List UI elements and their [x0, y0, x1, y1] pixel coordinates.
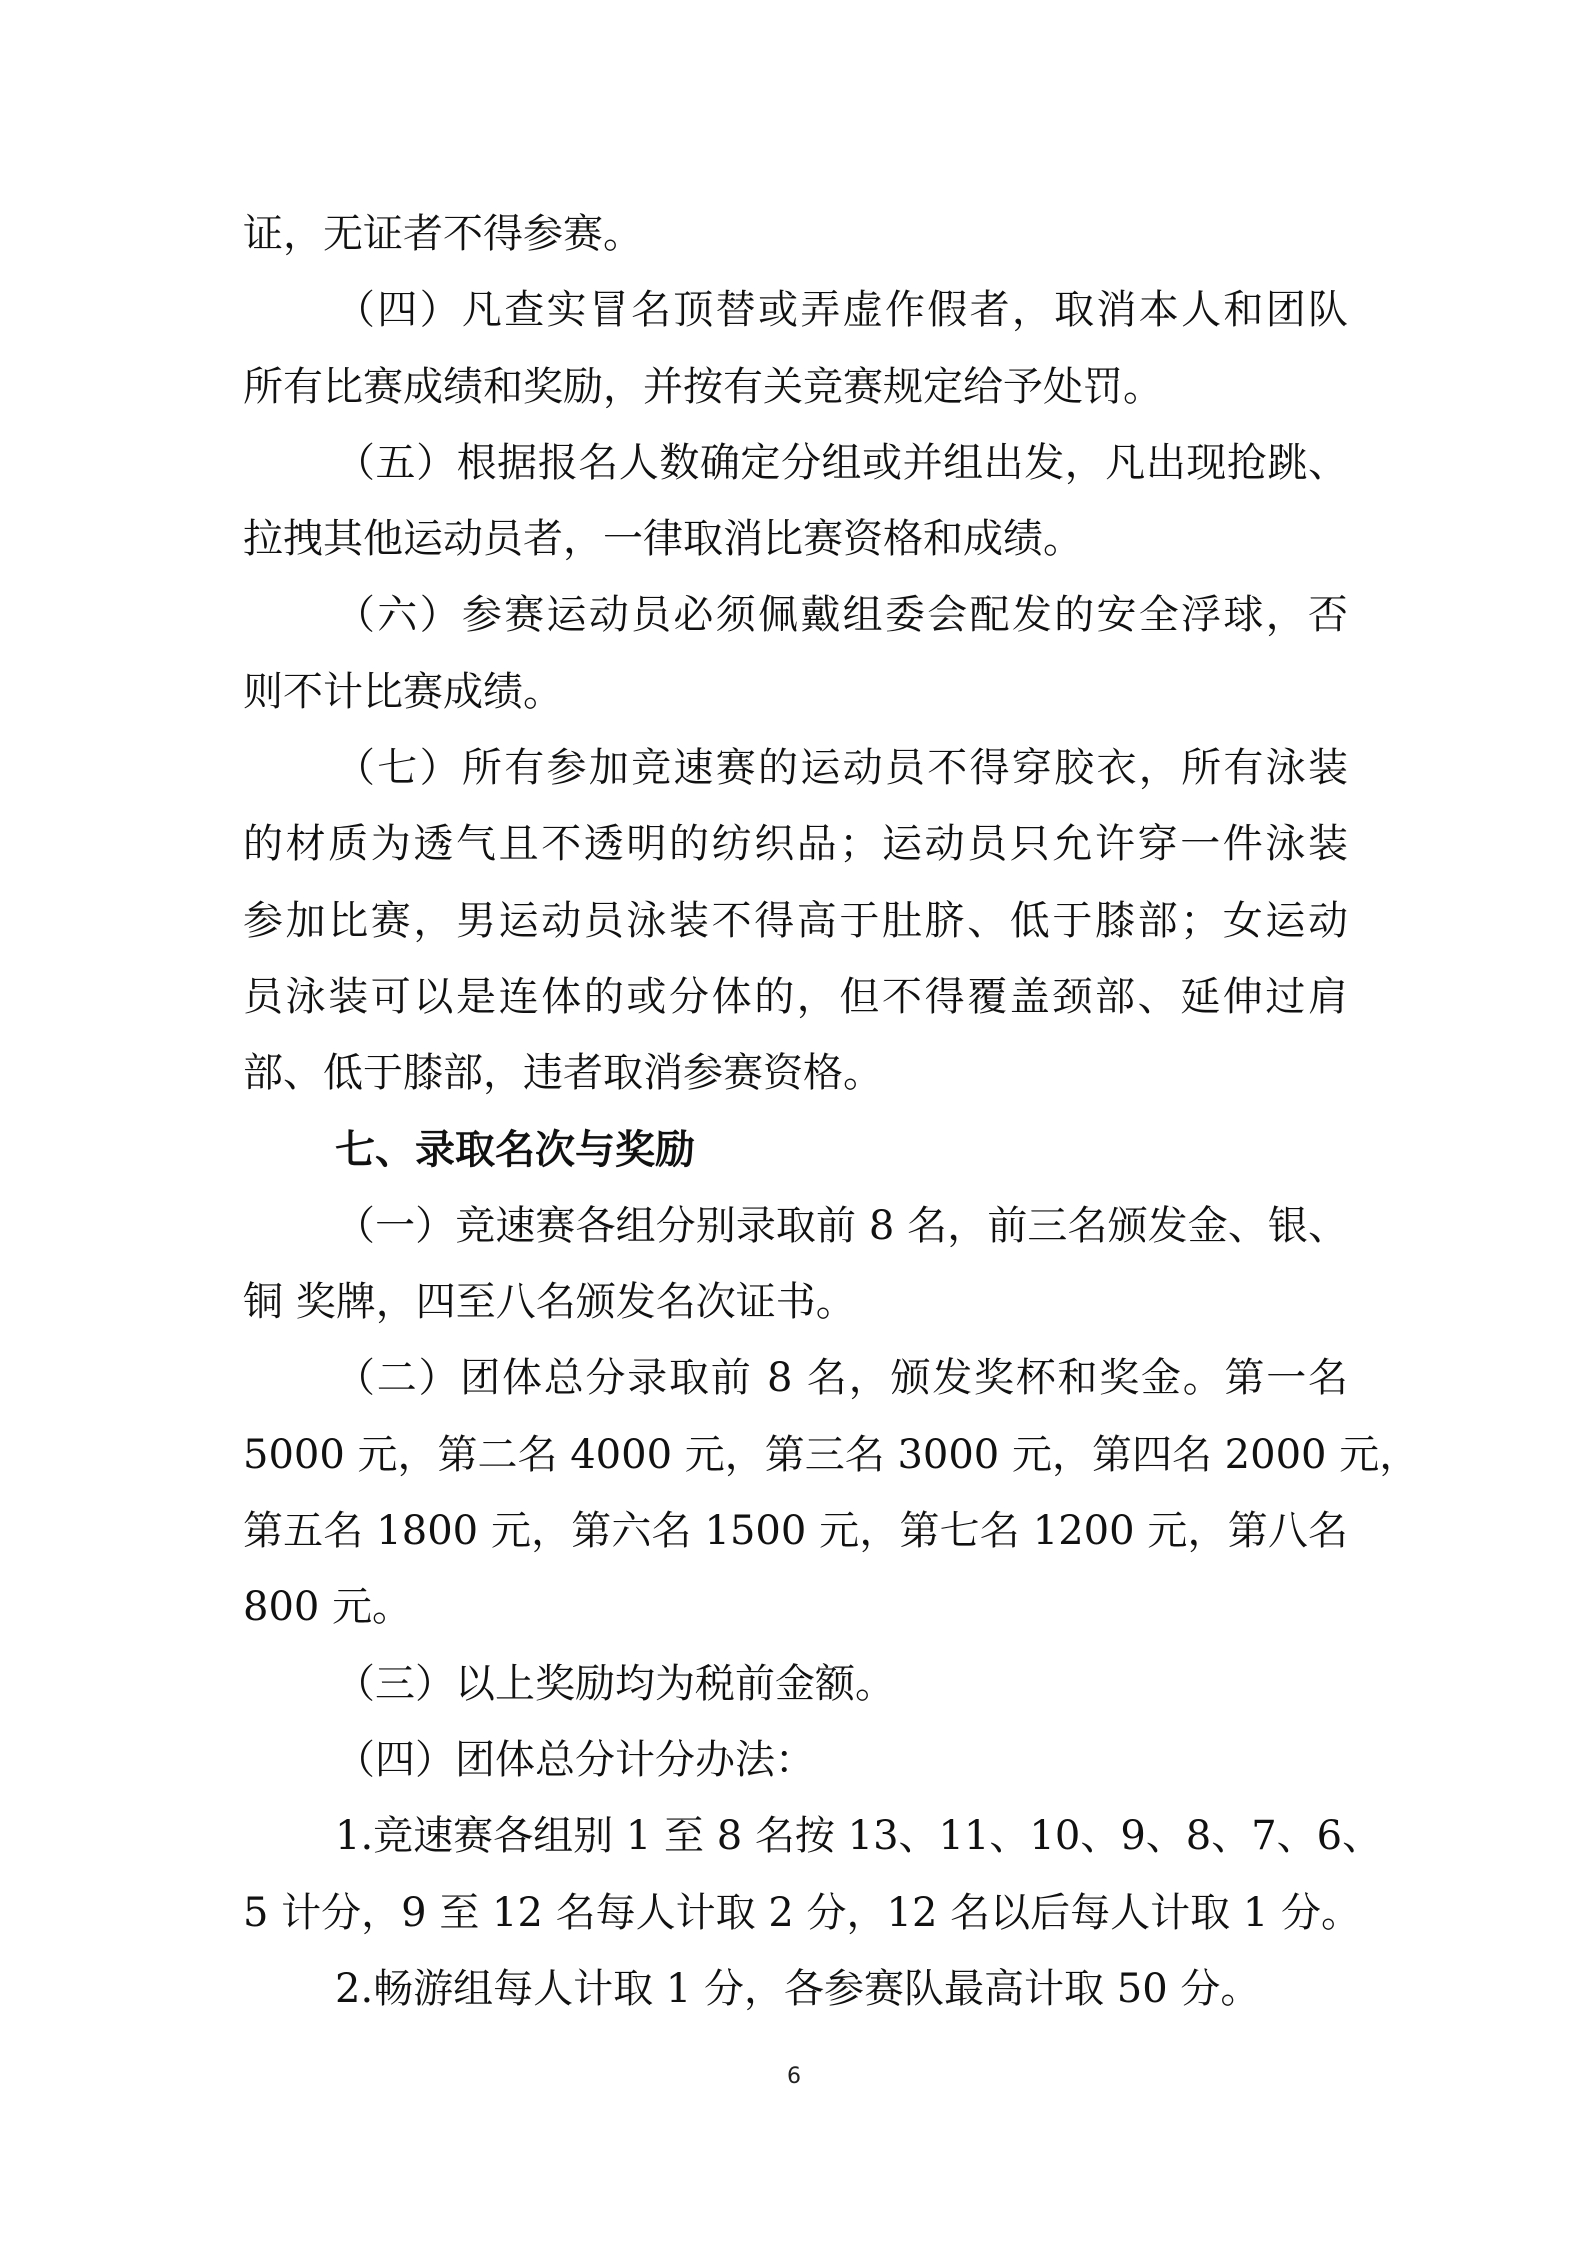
text-line: 800 元。: [243, 1584, 413, 1631]
text-line: 5000 元，第二名 4000 元，第三名 3000 元，第四名 2000 元，: [243, 1431, 1420, 1478]
text-line: （四）团体总分计分办法：: [335, 1736, 815, 1783]
text-line: （六）参赛运动员必须佩戴组委会配发的安全浮球，否: [335, 592, 1348, 639]
text-line: 拉拽其他运动员者，一律取消比赛资格和成绩。: [243, 516, 1083, 563]
text-line: （七）所有参加竞速赛的运动员不得穿胶衣，所有泳装: [335, 745, 1348, 792]
text-line: 2.畅游组每人计取 1 分，各参赛队最高计取 50 分。: [335, 1965, 1261, 2012]
body-text: [243, 196, 1420, 2027]
text-line: 所有比赛成绩和奖励，并按有关竞赛规定给予处罚。: [243, 363, 1163, 410]
text-line: 证，无证者不得参赛。: [243, 211, 643, 257]
text-line: 的材质为透气且不透明的纺织品；运动员只允许穿一件泳装: [243, 821, 1348, 868]
text-line: 第五名 1800 元，第六名 1500 元，第七名 1200 元，第八名: [243, 1508, 1348, 1555]
text-line: （五）根据报名人数确定分组或并组出发，凡出现抢跳、: [335, 439, 1348, 486]
text-line: （二）团体总分录取前 8 名，颁发奖杯和奖金。第一名: [335, 1355, 1348, 1402]
text-line: 1.竞速赛各组别 1 至 8 名按 13、11、10、9、8、7、6、: [335, 1813, 1383, 1860]
text-line: 铜 奖牌，四至八名颁发名次证书。: [243, 1279, 856, 1326]
section-heading: 七、录取名次与奖励: [335, 1126, 695, 1173]
text-line: 部、低于膝部，违者取消参赛资格。: [243, 1050, 883, 1097]
page-number: 6: [787, 2064, 801, 2089]
text-line: 5 计分，9 至 12 名每人计取 2 分，12 名以后每人计取 1 分。: [243, 1889, 1362, 1936]
text-line: （一）竞速赛各组分别录取前 8 名，前三名颁发金、银、: [335, 1202, 1348, 1249]
text-line: （四）凡查实冒名顶替或弄虚作假者，取消本人和团队: [335, 287, 1348, 334]
text-line: （三）以上奖励均为税前金额。: [335, 1660, 895, 1707]
text-line: 员泳装可以是连体的或分体的，但不得覆盖颈部、延伸过肩: [243, 973, 1348, 1020]
text-line: 则不计比赛成绩。: [243, 668, 563, 715]
text-line: 参加比赛，男运动员泳装不得高于肚脐、低于膝部；女运动: [243, 897, 1348, 944]
